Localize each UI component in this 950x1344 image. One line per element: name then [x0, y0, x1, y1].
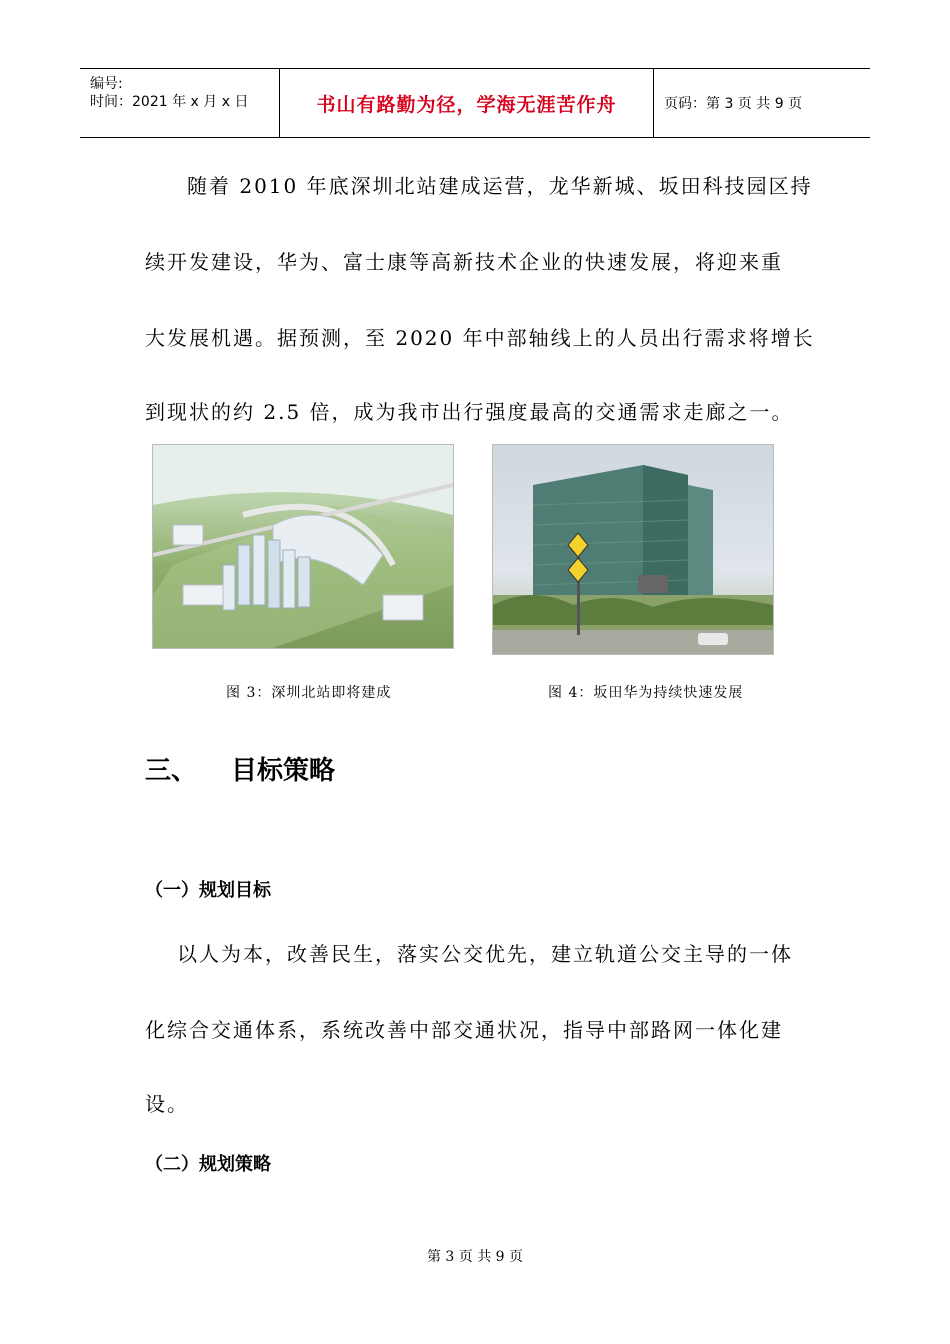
para-line: 随着 2010 年底深圳北站建成运营，龙华新城、坂田科技园区持: [187, 174, 813, 198]
page-header: [80, 68, 870, 138]
subsection-heading: （二）规划策略: [145, 1154, 271, 1175]
section-title: 目标策略: [231, 756, 336, 786]
para-line: 化综合交通体系，系统改善中部交通状况，指导中部路网一体化建: [145, 1018, 783, 1042]
section-heading: [145, 750, 335, 787]
header-meta: [80, 69, 280, 137]
time-label: 时间：2021 年 x 月 x 日: [90, 94, 249, 110]
figure-caption: 图 3：深圳北站即将建成: [226, 685, 392, 701]
station-aerial-illustration: [153, 445, 453, 648]
header-motto-cell: [280, 69, 654, 137]
page-info: 页码：第 3 页 共 9 页: [664, 96, 803, 112]
motto-text: 书山有路勤为径，学海无涯苦作舟: [316, 93, 617, 116]
huawei-building-photo: [493, 445, 773, 654]
para-line: 续开发建设，华为、富士康等高新技术企业的快速发展，将迎来重: [145, 250, 783, 274]
header-page-info-cell: [654, 69, 870, 137]
para-line: 设。: [145, 1092, 189, 1116]
subsection-heading: （一）规划目标: [145, 880, 271, 901]
figure-shenzhen-north-station: [152, 444, 454, 649]
number-label: 编号:: [90, 76, 123, 92]
section-number: 三、: [145, 756, 198, 786]
para-line: 以人为本，改善民生，落实公交优先，建立轨道公交主导的一体: [177, 942, 793, 966]
page-footer: 第 3 页 共 9 页: [426, 1249, 524, 1265]
para-line: 大发展机遇。据预测，至 2020 年中部轴线上的人员出行需求将增长: [145, 326, 815, 350]
figure-caption: 图 4：坂田华为持续快速发展: [548, 685, 744, 701]
figure-bantian-huawei: [492, 444, 774, 655]
para-line: 到现状的约 2.5 倍，成为我市出行强度最高的交通需求走廊之一。: [145, 400, 794, 424]
